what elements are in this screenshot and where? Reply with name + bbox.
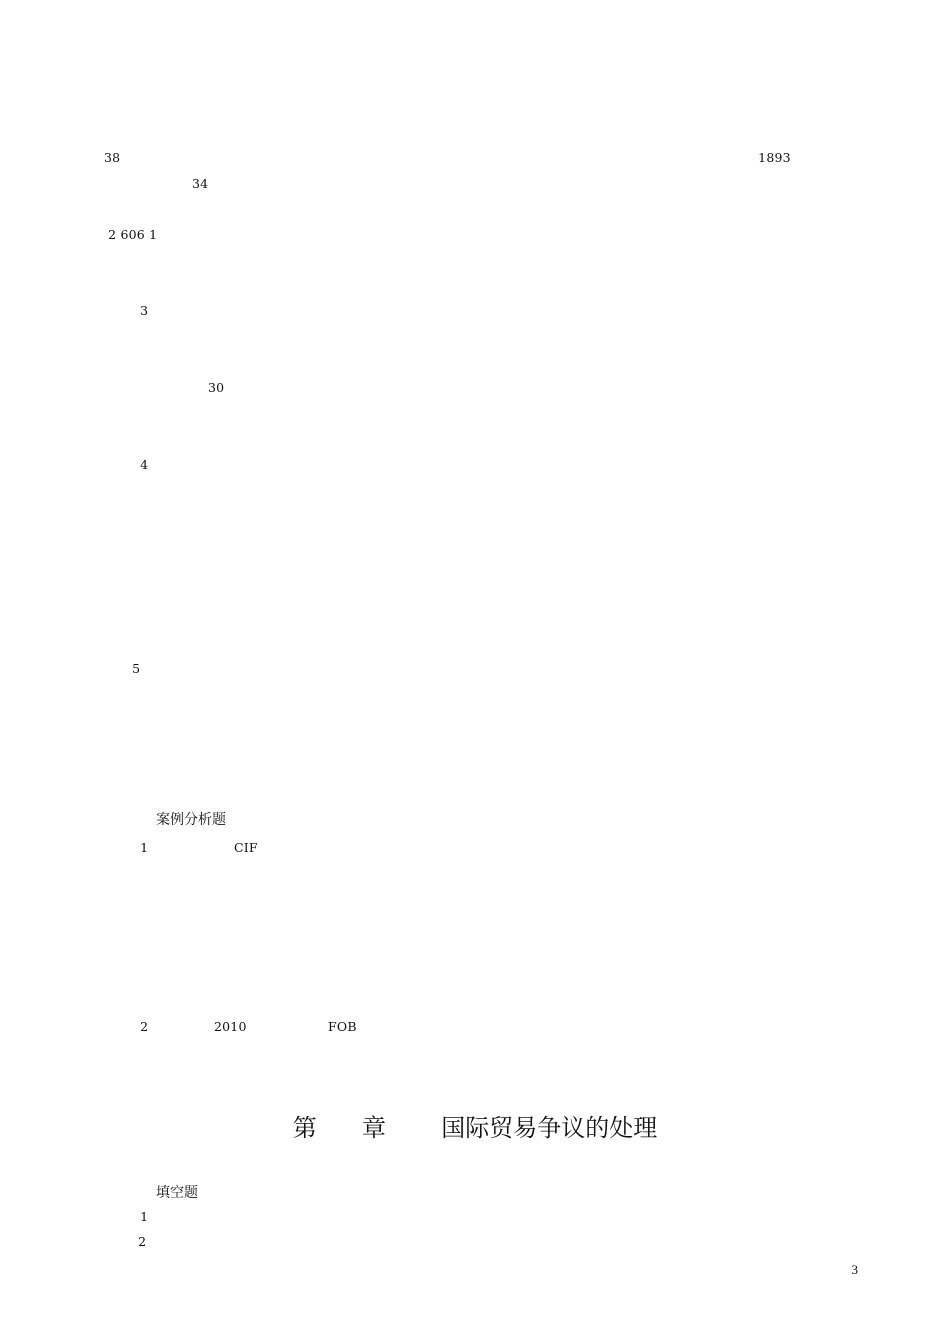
text-line (0, 736, 950, 756)
text-line (0, 429, 950, 449)
text-segment: 2 606 1 (104, 227, 158, 242)
case-analysis-heading: 案例分析题 (156, 812, 226, 828)
chapter-title-part3: 国际贸易争议的处理 (441, 1114, 658, 1142)
text-segment: CIF (234, 840, 258, 855)
text-segment: 1 (136, 840, 149, 855)
text-line (0, 378, 950, 398)
text-line (0, 864, 950, 884)
text-line (0, 991, 950, 1011)
text-segment: 4 (136, 457, 153, 472)
text-segment (462, 940, 466, 960)
text-line (0, 966, 950, 986)
chapter-title-part2: 章 (362, 1114, 386, 1142)
text-line (0, 1232, 950, 1252)
text-segment: 5 (128, 661, 141, 676)
text-line (0, 148, 950, 168)
text-line (0, 251, 950, 271)
text-segment: 38 (104, 150, 121, 165)
text-segment (718, 251, 722, 271)
text-line (0, 914, 950, 934)
text-line (0, 557, 950, 577)
fill-blank-heading: 填空题 (156, 1185, 198, 1201)
text-line (0, 659, 950, 679)
text-line (0, 1017, 950, 1037)
text-line (0, 685, 950, 705)
text-segment: 2010 (214, 1019, 247, 1034)
text-line (0, 889, 950, 909)
text-line (0, 608, 950, 628)
text-segment: 1893 (754, 150, 791, 165)
text-segment: 34 (192, 176, 209, 191)
text-line (0, 122, 950, 142)
text-segment (708, 200, 712, 220)
chapter-title-part1: 第 (292, 1114, 317, 1142)
text-line (0, 1042, 950, 1062)
text-segment: 3 (136, 303, 149, 318)
text-line (0, 1068, 950, 1088)
text-line (0, 506, 950, 526)
text-line (0, 711, 950, 731)
text-line (0, 634, 950, 654)
text-line (0, 352, 950, 372)
text-line (0, 404, 950, 424)
text-line (0, 583, 950, 603)
text-line (0, 174, 950, 194)
text-line (0, 327, 950, 347)
text-segment (708, 148, 712, 168)
page-number: 3 (851, 1262, 858, 1277)
text-line (0, 301, 950, 321)
text-line (0, 532, 950, 552)
text-line (0, 455, 950, 475)
text-line (0, 787, 950, 807)
text-line (0, 481, 950, 501)
text-line (0, 1207, 950, 1227)
text-segment: 1 (136, 1209, 149, 1224)
text-line (0, 200, 950, 220)
text-line (0, 762, 950, 782)
text-segment: 2 (134, 1234, 147, 1249)
text-segment: 30 (208, 380, 225, 395)
text-segment: FOB (328, 1019, 357, 1034)
text-line (0, 276, 950, 296)
text-segment: 2 (136, 1019, 149, 1034)
text-line (0, 838, 950, 858)
text-line (0, 940, 950, 960)
chapter-title (0, 1112, 950, 1144)
text-line (0, 225, 950, 245)
